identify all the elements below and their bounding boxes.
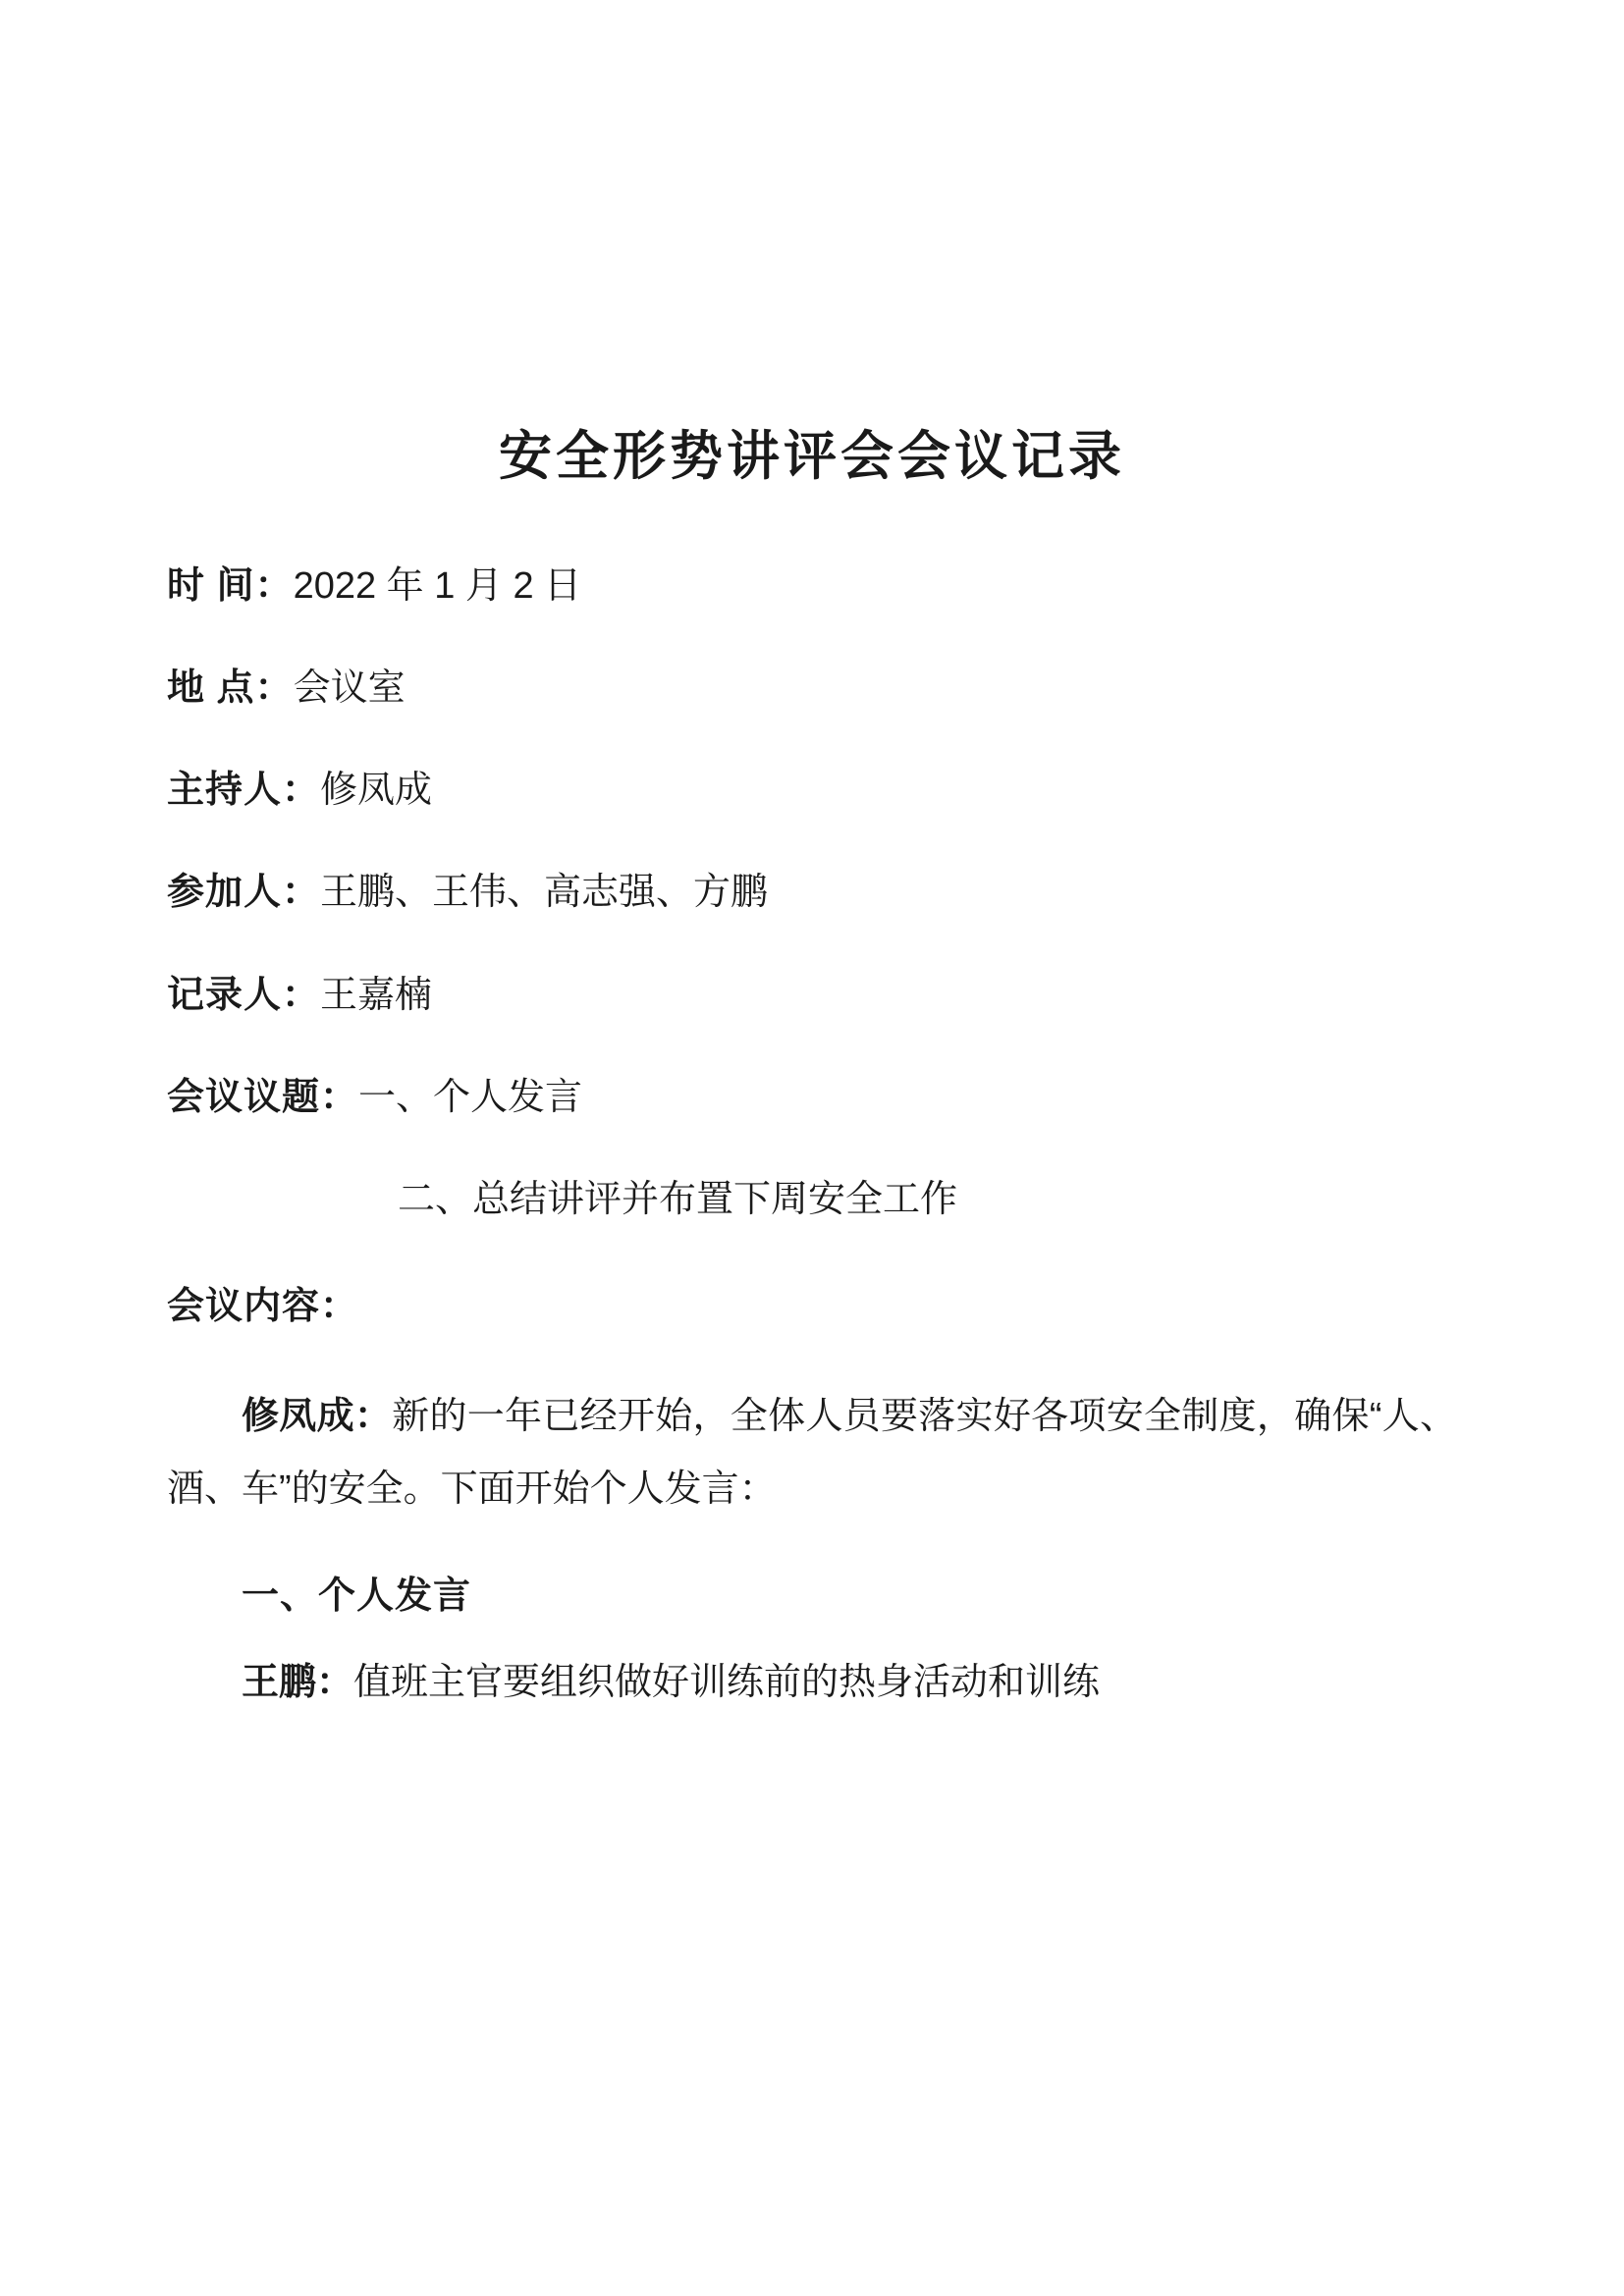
meta-label-host: 主持人： xyxy=(167,770,321,812)
meta-label-recorder: 记录人： xyxy=(167,974,321,1016)
content-section-label: 会议内容： xyxy=(167,1285,359,1327)
meta-value-attendees: 王鹏、王伟、高志强、方鹏 xyxy=(320,872,769,914)
meta-row-agenda xyxy=(167,1071,1457,1125)
speech-text-wangpeng: 值班主官要组织做好训练前的热身活动和训练 xyxy=(353,1662,1101,1704)
meta-row-host xyxy=(167,764,1457,818)
opening-text: 新的一年已经开始，全体人员要落实好各项安全制度，确保“人、酒、车”的安全。下面开始个人发言： xyxy=(167,1395,1457,1510)
meta-row-recorder xyxy=(167,969,1457,1023)
meta-label-attendees: 参加人： xyxy=(167,872,321,914)
meta-row-place xyxy=(167,662,1457,716)
meta-value-host: 修凤成 xyxy=(320,770,433,812)
speech-speaker-wangpeng: 王鹏： xyxy=(242,1662,354,1704)
agenda-item-second: 二、总结讲评并布置下周安全工作 xyxy=(398,1178,958,1220)
meta-label-agenda: 会议议题： xyxy=(167,1076,359,1118)
meta-row-attendees xyxy=(167,866,1457,920)
meta-value-agenda: 一、个人发言 xyxy=(358,1076,583,1118)
opening-remarks xyxy=(167,1380,1457,1525)
meta-value-place: 会议室 xyxy=(293,667,406,710)
meta-value-time: 2022 年 1 月 2 日 xyxy=(293,565,582,608)
heading-section-one: 一、个人发言 xyxy=(242,1575,472,1618)
meta-value-recorder: 王嘉楠 xyxy=(320,974,433,1016)
meta-label-time: 时 间： xyxy=(167,565,294,608)
opening-speaker: 修凤成： xyxy=(242,1395,393,1437)
meta-row-time xyxy=(167,560,1457,614)
page-title: 安全形势讲评会会议记录 xyxy=(499,427,1125,486)
meta-label-place: 地 点： xyxy=(167,667,294,710)
speech-wangpeng xyxy=(167,1646,1457,1719)
